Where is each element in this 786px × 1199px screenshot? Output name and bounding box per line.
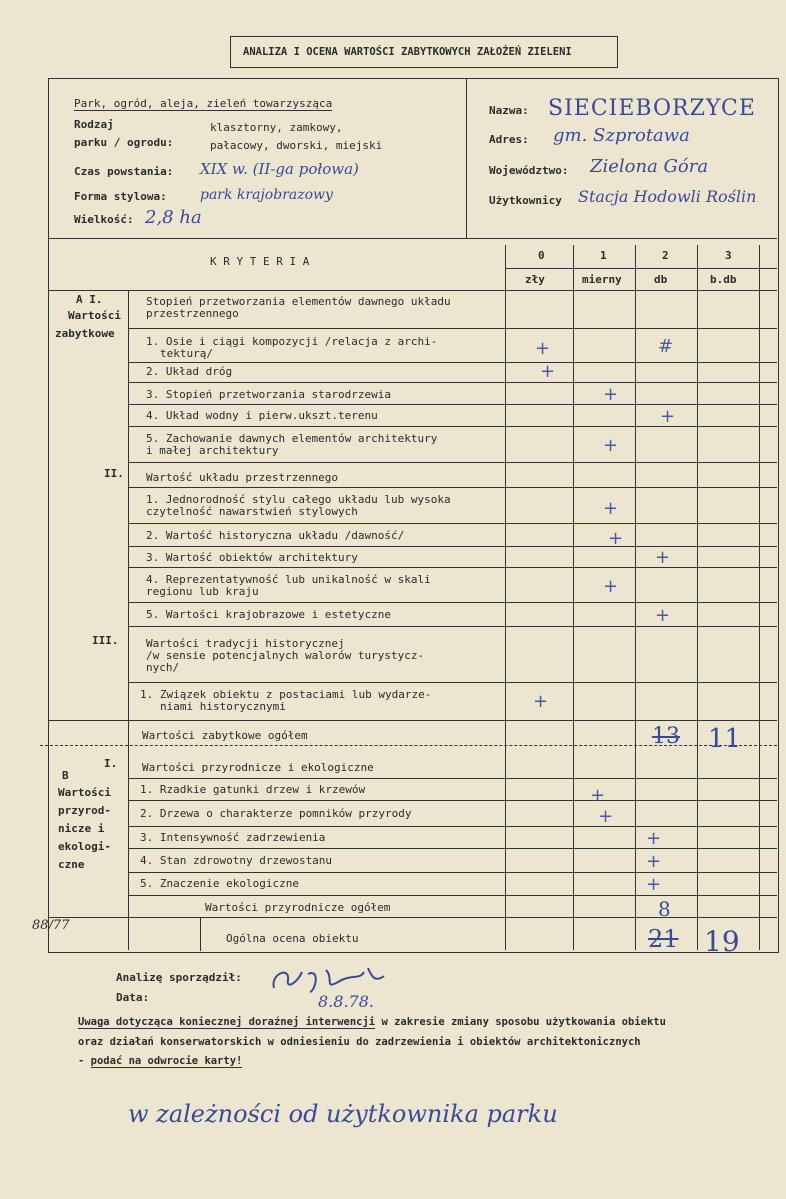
group3-line3: nych/ [146, 661, 180, 674]
row-mark: + [603, 384, 619, 405]
row-text: 5. Wartości krajobrazowe i estetyczne [146, 608, 392, 621]
przyrodnicze-total-value: 8 [658, 897, 671, 921]
row-mark: + [603, 498, 619, 519]
section-a-label2: zabytkowe [55, 327, 115, 340]
col-div-3 [697, 245, 698, 950]
group3-roman: III. [92, 634, 119, 647]
row-text: 1. Osie i ciągi kompozycji /relacja z archi- [146, 335, 438, 348]
uwaga-rest: w zakresie zmiany sposobu użytkowania obiektu [375, 1016, 666, 1028]
analize-label: Analizę sporządził: [116, 971, 242, 984]
row-text: i małej architektury [146, 444, 279, 457]
row-text: 2. Drzewa o charakterze pomników przyrody [140, 807, 412, 820]
section-b-roman: I. [104, 757, 118, 770]
forma-label: Forma stylowa: [74, 190, 167, 203]
zabytkowe-total-2: 11 [708, 724, 742, 754]
uwaga-line2: oraz działań konserwatorskich w odniesieniu do zadrzewienia i obiektów architektonicznych [78, 1036, 641, 1048]
col-div-label [128, 290, 129, 950]
uwaga-dash: - [78, 1055, 91, 1067]
row-text: 2. Układ dróg [146, 365, 233, 378]
uwaga-line1 [78, 1016, 666, 1028]
wielkosc-value: 2,8 ha [145, 207, 202, 228]
data-value: 8.8.78. [318, 992, 374, 1011]
group1-line2: przestrzennego [146, 307, 239, 320]
row-mark: + [598, 806, 614, 827]
row-line [128, 328, 777, 329]
scale-header-bottom [48, 290, 777, 291]
row-mark: + [590, 785, 606, 806]
czas-label: Czas powstania: [74, 165, 174, 178]
row-text: 2. Wartość historyczna układu /dawność/ [146, 529, 405, 542]
row-mark: + [660, 406, 676, 427]
header-bottom [48, 238, 777, 239]
group2-roman: II. [104, 467, 124, 480]
parku-label: parku / ogrodu: [74, 136, 174, 149]
section-a-label1: Wartości [68, 309, 121, 322]
section-a-roman: A I. [76, 293, 103, 306]
row-line [128, 487, 777, 488]
row-mark: + [646, 828, 662, 849]
row-line [128, 682, 777, 683]
park-type-line: Park, ogród, aleja, zieleń towarzysząca [74, 97, 333, 110]
col-div-1 [573, 245, 574, 950]
page-title: ANALIZA I OCENA WARTOŚCI ZABYTKOWYCH ZAŁOŻEŃ ZIELENI [243, 46, 572, 58]
uzyt-label: Użytkownicy [489, 194, 562, 207]
row-line [128, 800, 777, 801]
row-line [128, 404, 777, 405]
row-text: czytelność nawarstwień stylowych [146, 505, 358, 518]
adres-label: Adres: [489, 133, 529, 146]
row-text: 1. Jednorodność stylu całego układu lub wysoka [146, 493, 451, 506]
scale-label-3: b.db [710, 273, 737, 286]
row-line [128, 523, 777, 524]
row-mark: + [603, 576, 619, 597]
row-text: 4. Stan zdrowotny drzewostanu [140, 854, 333, 867]
czas-value: XIX w. (II-ga połowa) [200, 160, 359, 178]
scale-label-2: db [654, 273, 668, 286]
row-line [128, 778, 777, 779]
adres-value: gm. Szprotawa [553, 125, 690, 146]
scale-num-line [505, 268, 777, 269]
row-mark: + [646, 874, 662, 895]
row-line [128, 826, 777, 827]
row-line [128, 462, 777, 463]
group1-line1: Stopień przetworzania elementów dawnego układu [146, 295, 451, 308]
uwaga-line3 [78, 1055, 242, 1067]
criteria-header: K R Y T E R I A [210, 255, 310, 268]
col-div-2 [635, 245, 636, 950]
nazwa-label: Nazwa: [489, 104, 529, 117]
wielkosc-label: Wielkość: [74, 213, 134, 226]
row-mark: + [608, 528, 624, 549]
section-b-letter: B [62, 769, 69, 782]
rodzaj-label: Rodzaj [74, 118, 114, 131]
group3-line1: Wartości tradycji historycznej [146, 637, 345, 650]
ogolna-total-1: 21 [648, 925, 679, 953]
header-divider [466, 78, 467, 238]
row-mark: # [658, 336, 674, 357]
row-line [128, 567, 777, 568]
scale-label-0: zły [525, 273, 545, 286]
nazwa-value: SIECIEBORZYCE [548, 96, 756, 121]
row-line [128, 362, 777, 363]
zabytkowe-total-label: Wartości zabytkowe ogółem [142, 729, 308, 742]
row-mark: + [535, 338, 551, 359]
group2-title: Wartość układu przestrzennego [146, 471, 339, 484]
row-mark: + [603, 435, 619, 456]
uwaga-podac: podać na odwrocie karty! [90, 1055, 243, 1067]
row-text: 4. Reprezentatywność lub unikalność w skali [146, 573, 431, 586]
data-label: Data: [116, 991, 150, 1004]
row-text: 5. Zachowanie dawnych elementów architektury [146, 432, 438, 445]
row-mark: + [533, 691, 549, 712]
przyrodnicze-total-label: Wartości przyrodnicze ogółem [205, 901, 391, 914]
b-group-title: Wartości przyrodnicze i ekologiczne [142, 761, 374, 774]
row-mark: + [655, 605, 671, 626]
handwritten-note: w zależności od użytkownika parku [128, 1100, 558, 1128]
row-text: tekturą/ [160, 347, 213, 360]
woj-label: Województwo: [489, 164, 569, 177]
row-line [128, 426, 777, 427]
types-line2: pałacowy, dworski, miejski [210, 139, 383, 152]
section-b-label3: nicze i [58, 822, 105, 835]
margin-note: 88/77 [32, 918, 70, 933]
row-line [128, 895, 777, 896]
zabytkowe-total-1: 13 [652, 724, 680, 749]
row-mark: + [646, 851, 662, 872]
row-text: 3. Stopień przetworzania starodrzewia [146, 388, 392, 401]
scale-num-1: 1 [600, 249, 607, 262]
scale-num-2: 2 [662, 249, 669, 262]
ogolna-label: Ogólna ocena obiektu [226, 932, 359, 945]
row-line [128, 872, 777, 873]
section-b-label5: czne [58, 858, 85, 871]
row-line [128, 626, 777, 627]
row-text: 1. Związek obiektu z postaciami lub wydarze- [140, 688, 432, 701]
forma-value: park krajobrazowy [200, 187, 333, 203]
row-mark: + [540, 361, 556, 382]
group3-line2: /w sensie potencjalnych walorów turystycz- [146, 649, 425, 662]
col-div-0 [505, 245, 506, 950]
row-text: 4. Układ wodny i pierw.ukszt.terenu [146, 409, 378, 422]
row-line [128, 848, 777, 849]
row-line [128, 602, 777, 603]
row-mark: + [655, 547, 671, 568]
ogolna-left-border [200, 917, 201, 951]
row-text: 3. Intensywność zadrzewienia [140, 831, 326, 844]
scale-num-0: 0 [538, 249, 545, 262]
section-b-label1: Wartości [58, 786, 111, 799]
row-text: 3. Wartość obiektów architektury [146, 551, 358, 564]
uzyt-value: Stacja Hodowli Roślin [578, 187, 757, 206]
ogolna-total-2: 19 [704, 925, 740, 958]
woj-value: Zielona Góra [590, 156, 709, 177]
scale-num-3: 3 [725, 249, 732, 262]
types-line1: klasztorny, zamkowy, [210, 121, 343, 134]
scale-label-1: mierny [582, 273, 622, 286]
section-b-label4: ekologi- [58, 840, 111, 853]
section-b-label2: przyrod- [58, 804, 111, 817]
row-line [128, 546, 777, 547]
row-line [48, 720, 777, 721]
row-line [128, 382, 777, 383]
row-text: niami historycznymi [160, 700, 286, 713]
row-text: regionu lub kraju [146, 585, 259, 598]
uwaga-underlined: Uwaga dotycząca koniecznej doraźnej interwencji [78, 1016, 376, 1028]
row-text: 1. Rzadkie gatunki drzew i krzewów [140, 783, 366, 796]
row-text: 5. Znaczenie ekologiczne [140, 877, 299, 890]
col-div-4 [759, 245, 760, 950]
